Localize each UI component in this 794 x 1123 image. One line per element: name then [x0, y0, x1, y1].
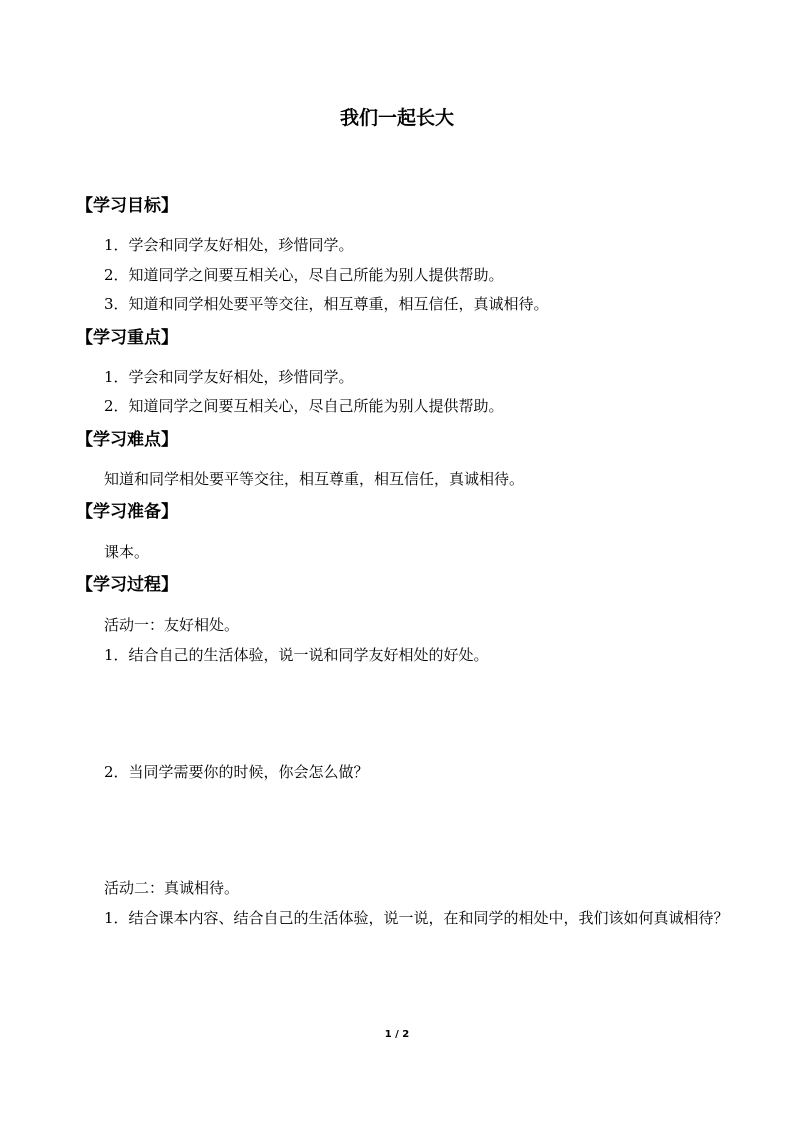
activity2-question-1: 1．结合课本内容、结合自己的生活体验，说一说，在和同学的相处中，我们该如何真诚相待？ [104, 909, 729, 927]
activity1-question-1: 1．结合自己的生活体验，说一说和同学友好相处的好处。 [104, 646, 489, 664]
difficulties-heading: 【学习难点】 [76, 430, 178, 450]
objective-item-2: 2．知道同学之间要互相关心，尽自己所能为别人提供帮助。 [104, 266, 504, 284]
page-number: 1 / 2 [384, 1029, 410, 1040]
document-title: 我们一起长大 [339, 107, 454, 129]
objective-item-1: 1．学会和同学友好相处，珍惜同学。 [104, 236, 354, 254]
activity1-question-2: 2．当同学需要你的时候，你会怎么做？ [104, 763, 369, 781]
objective-item-3: 3．知道和同学相处要平等交往，相互尊重，相互信任，真诚相待。 [104, 295, 549, 313]
objectives-heading: 【学习目标】 [76, 196, 178, 216]
process-heading: 【学习过程】 [76, 575, 178, 595]
key-point-item-2: 2．知道同学之间要互相关心，尽自己所能为别人提供帮助。 [104, 397, 504, 415]
activity2-title: 活动二：真诚相待。 [104, 879, 240, 897]
difficulties-text: 知道和同学相处要平等交往，相互尊重，相互信任，真诚相待。 [104, 470, 525, 488]
preparation-text: 课本。 [104, 543, 150, 561]
activity1-title: 活动一：友好相处。 [104, 616, 240, 634]
key-point-item-1: 1．学会和同学友好相处，珍惜同学。 [104, 368, 354, 386]
key-points-heading: 【学习重点】 [76, 328, 178, 348]
preparation-heading: 【学习准备】 [76, 502, 178, 522]
